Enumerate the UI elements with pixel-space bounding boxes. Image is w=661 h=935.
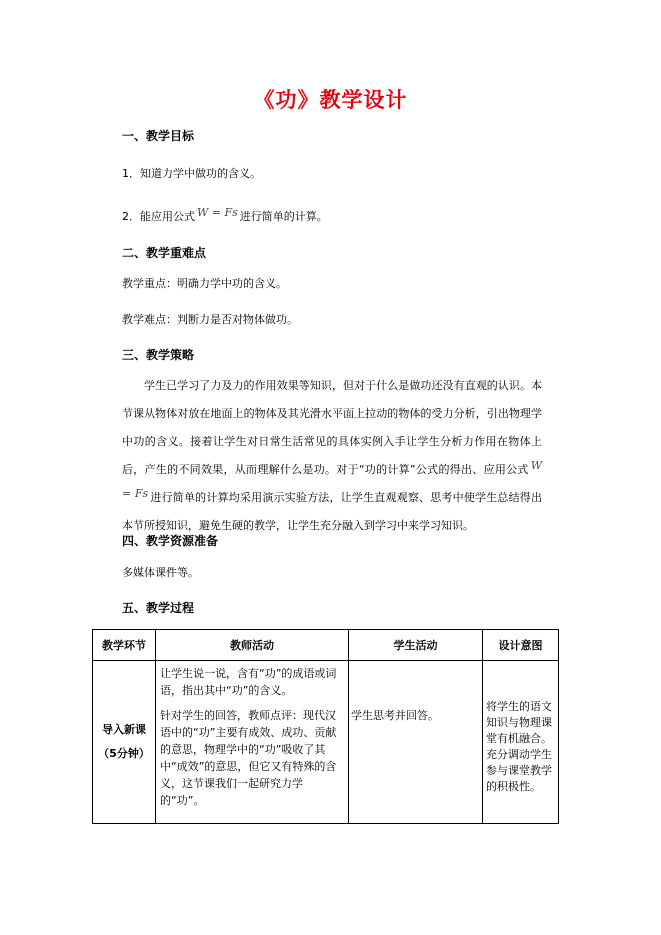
strategy-formula: W = Fs [122,459,542,500]
header-design-intent: 设计意图 [483,630,559,661]
formula-w-fs: W = Fs [197,206,238,219]
stage-name: 导入新课 [102,723,146,736]
table-row [93,661,559,824]
stage-cell [93,661,156,824]
header-stage: 教学环节 [93,630,156,661]
section-heading-process: 五、教学过程 [122,601,195,615]
objective-item-1: 1．知道力学中做功的含义。 [122,167,261,180]
objective-item-2 [122,206,328,224]
strategy-text-part1: 学生已学习了力及力的作用效果等知识，但对于什么是做功还没有直观的认识。本节课从物体对放在地面上的物体及其光滑水平面上拉动的物体的受力分析，引出物理学中功的含义。接着让学生对日常生活常见的具体实例入手让学生分析力作用在物体上后，产生的不同效果，从而理解什么是功。对于“功的计算”公式的得出、应用公式 [122,379,542,476]
strategy-paragraph [122,372,542,540]
header-student-activity: 学生活动 [349,630,483,661]
objective-item-2-suffix: 进行简单的计算。 [239,210,328,223]
section-heading-key-points: 二、教学重难点 [122,246,207,260]
design-intent-p2: 充分调动学生参与课堂教学的积极性。 [486,748,552,793]
teacher-activity-p1: 让学生说一说，含有“功”的成语或词语，指出其中“功”的含义。 [160,667,337,697]
header-teacher-activity: 教师活动 [156,630,349,661]
key-point-text: 教学重点：明确力学中功的含义。 [122,277,287,290]
stage-duration: （5分钟） [98,747,150,760]
strategy-text-part2: 进行简单的计算均采用演示实验方法，让学生直观观察、思考中使学生总结得出本节所授知识，避免生硬的教学，让学生充分融入到学习中来学习知识。 [122,491,542,532]
process-table [92,629,559,824]
design-intent-p1: 将学生的语文知识与物理课堂有机融合。 [486,700,552,745]
section-heading-strategy: 三、教学策略 [122,348,195,362]
table-header-row [93,630,559,661]
teacher-activity-cell [156,661,349,824]
design-intent-cell [483,661,559,824]
difficult-point-text: 教学难点：判断力是否对物体做功。 [122,313,298,326]
student-activity-cell: 学生思考并回答。 [349,661,483,824]
section-heading-resources: 四、教学资源准备 [122,534,219,548]
document-title: 《功》教学设计 [253,87,408,112]
teacher-activity-p2: 针对学生的回答，教师点评：现代汉语中的“功”主要有成效、成功、贡献的意思，物理学中的“功”吸收了其中“成效”的意思，但它又有特殊的含义，这节课我们一起研究力学的“功”。 [160,709,337,807]
objective-item-2-prefix: 2．能应用公式 [122,210,195,223]
resources-text: 多媒体课件等。 [122,566,199,579]
section-heading-objectives: 一、教学目标 [122,129,195,143]
